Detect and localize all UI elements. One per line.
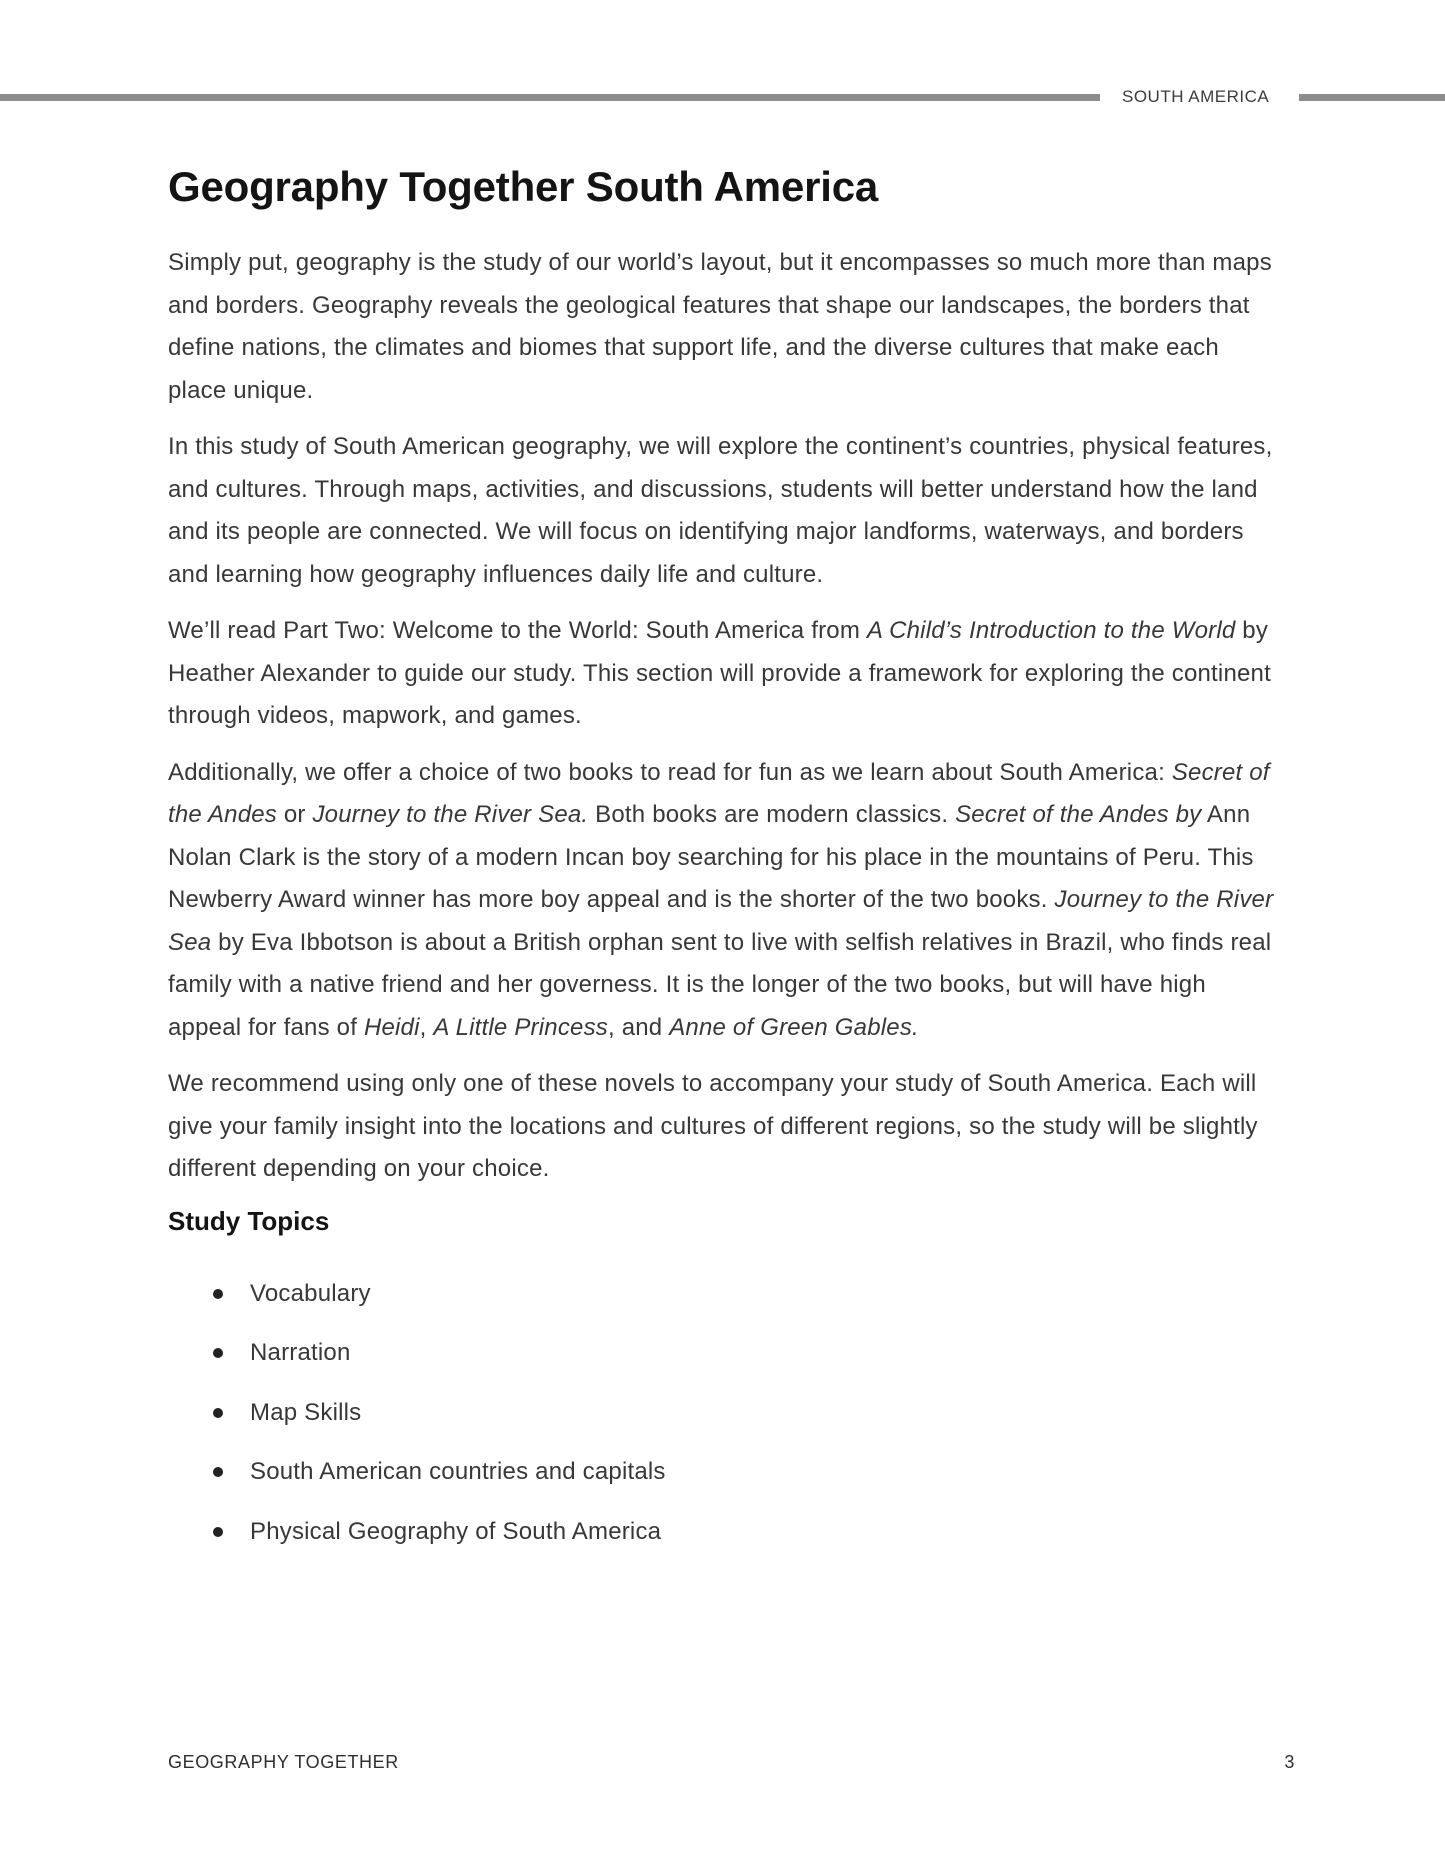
bullet-icon	[213, 1467, 223, 1477]
bullet-icon	[213, 1289, 223, 1299]
text-run: by Eva Ibbotson is about a British orphan sent to live with selfish relatives in Brazil, who finds real family with a native friend and her governess. It is the longer of the two books, but will have high appeal for fans of	[168, 928, 1272, 1041]
study-topic-label: Physical Geography of South America	[250, 1517, 662, 1545]
text-run: ,	[419, 1013, 434, 1041]
body-paragraph	[168, 426, 1283, 596]
header-section-label: SOUTH AMERICA	[1122, 87, 1270, 106]
footer-doc-name: GEOGRAPHY TOGETHER	[168, 1752, 399, 1772]
italic-text-run: Secret of the Andes by	[955, 801, 1202, 828]
page-footer	[168, 1752, 1295, 1773]
italic-text-run: Journey to the River Sea	[168, 886, 1274, 956]
text-run: We recommend using only one of these novels to accompany your study of South America. Each will give your family insight into the locations and cultures of different regions, so the study will be slightly different depending on your choice.	[168, 1070, 1258, 1182]
body-paragraph	[168, 242, 1283, 412]
study-topic-label: Vocabulary	[250, 1279, 371, 1307]
study-topic-label: Narration	[250, 1339, 351, 1366]
page-content	[168, 0, 1283, 1570]
text-run: We’ll read Part Two: Welcome to the World: South America from	[168, 617, 867, 644]
text-run: Simply put, geography is the study of our world’s layout, but it encompasses so much more than maps and borders. Geography reveals the geological features that shape our landscapes, the borders that define nations, the climates and biomes that support life, and the diverse cultures that make each place unique.	[168, 249, 1272, 404]
body-paragraph	[168, 1063, 1283, 1191]
study-topic-label: South American countries and capitals	[250, 1458, 666, 1485]
text-run: In this study of South American geography, we will explore the continent’s countries, physical features, and cultures. Through maps, activities, and discussions, students will better understand how the land and its people are connected. We will focus on identifying major landforms, waterways, and borders and learning how geography influences daily life and culture.	[168, 433, 1273, 588]
text-run: or	[277, 801, 313, 828]
study-topic-label: Map Skills	[250, 1398, 362, 1426]
text-run: by Heather Alexander to guide our study. This section will provide a framework for exploring the continent through videos, mapwork, and games.	[168, 617, 1271, 729]
study-topic-item	[168, 1451, 1283, 1494]
body-paragraph	[168, 610, 1283, 738]
text-run: Both books are modern classics.	[588, 801, 956, 828]
study-topics-heading: Study Topics	[168, 1205, 330, 1236]
document-title: Geography Together South America	[168, 163, 879, 210]
header-rule-right	[1299, 94, 1445, 101]
italic-text-run: Journey to the River Sea.	[312, 801, 589, 828]
italic-text-run: A Child’s Introduction to the World	[866, 617, 1236, 644]
study-topic-item	[168, 1273, 1283, 1316]
study-topics-list	[168, 1273, 1283, 1554]
body-paragraphs	[168, 242, 1283, 1191]
text-run: Additionally, we offer a choice of two books to read for fun as we learn about South America:	[168, 758, 1172, 786]
text-run: , and	[607, 1013, 670, 1041]
italic-text-run: Anne of Green Gables.	[669, 1013, 919, 1041]
bullet-icon	[213, 1527, 223, 1537]
italic-text-run: Secret of the Andes	[168, 758, 1270, 828]
text-run: Ann Nolan Clark is the story of a modern Incan boy searching for his place in the mountains of Peru. This Newberry Award winner has more boy appeal and is the shorter of the two books.	[168, 801, 1254, 913]
study-topic-item	[168, 1392, 1283, 1435]
italic-text-run: A Little Princess	[433, 1013, 608, 1041]
study-topic-item	[168, 1332, 1283, 1375]
body-paragraph	[168, 752, 1283, 1050]
study-topic-item	[168, 1511, 1283, 1554]
bullet-icon	[213, 1348, 223, 1358]
footer-page-number: 3	[1284, 1752, 1295, 1772]
italic-text-run: Heidi	[363, 1013, 420, 1041]
bullet-icon	[213, 1408, 223, 1418]
